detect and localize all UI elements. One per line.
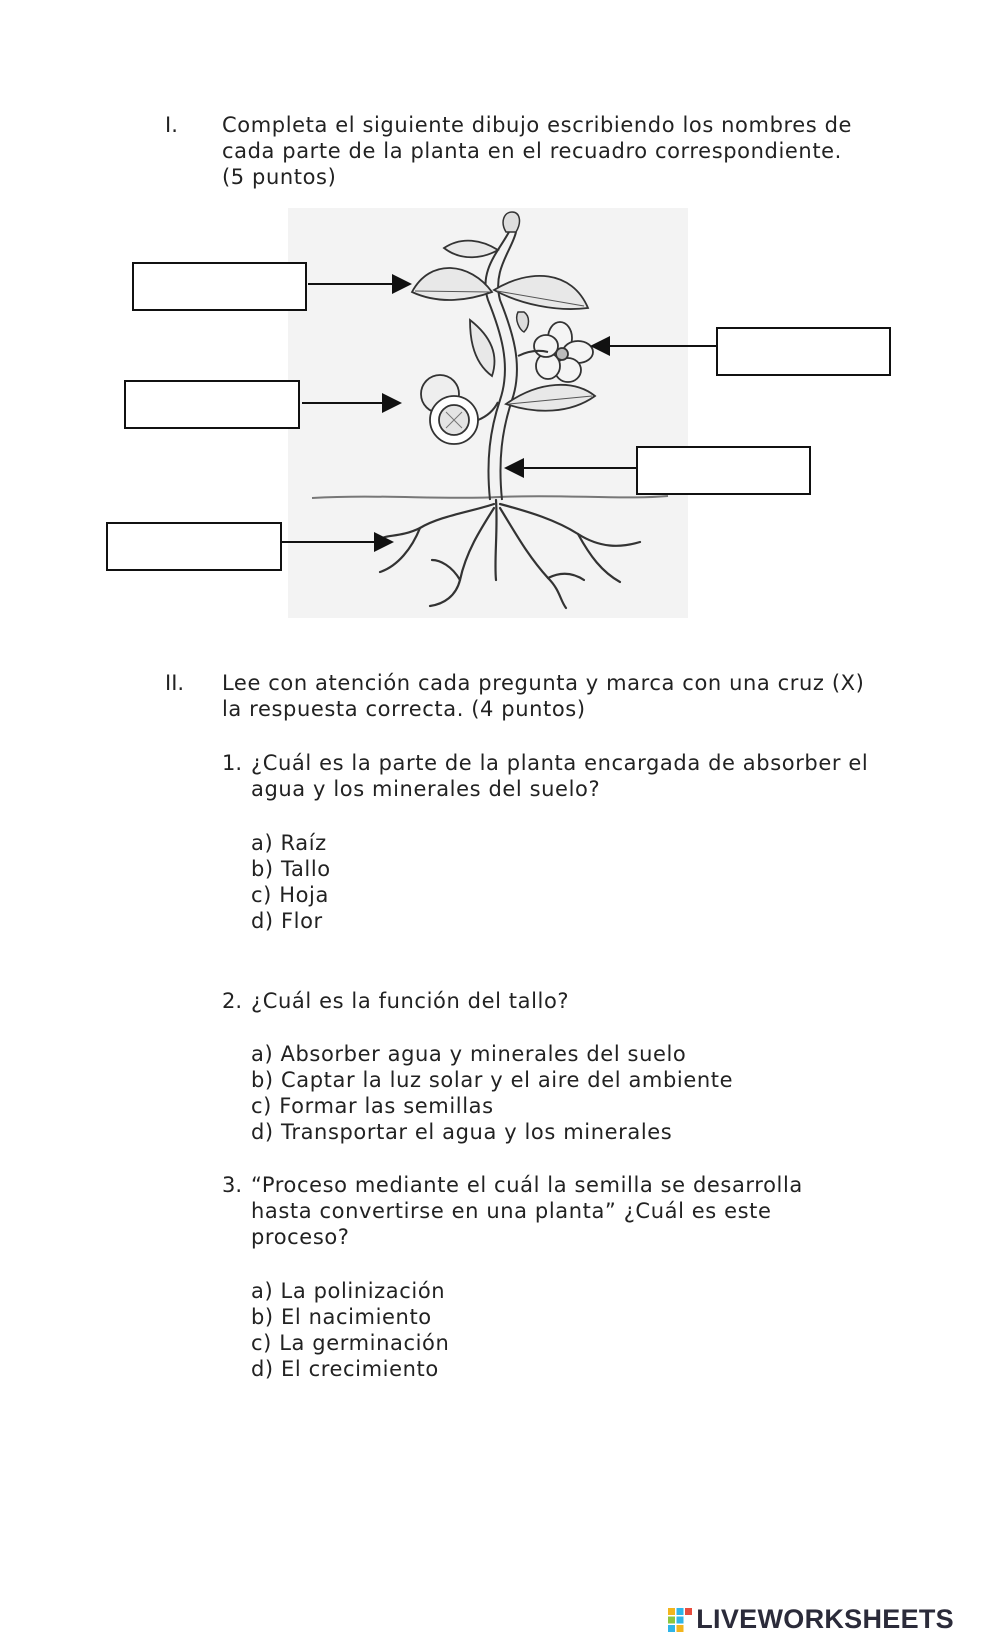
label-box-flower[interactable] xyxy=(716,327,891,376)
top-bud xyxy=(503,212,519,232)
liveworksheets-logo[interactable] xyxy=(667,1604,954,1635)
question-1-number: 1. xyxy=(222,751,243,775)
label-box-fruit[interactable] xyxy=(124,380,300,429)
question-2-option-d[interactable]: d) Transportar el agua y los minerales xyxy=(251,1120,673,1144)
section-2-numeral: II. xyxy=(165,671,185,695)
section-1-numeral: I. xyxy=(165,113,178,137)
section-1-line-3: (5 puntos) xyxy=(222,165,337,189)
question-2-option-b[interactable]: b) Captar la luz solar y el aire del ambiente xyxy=(251,1068,734,1092)
question-3-option-c[interactable]: c) La germinación xyxy=(251,1331,450,1355)
question-1-option-c[interactable]: c) Hoja xyxy=(251,883,329,907)
liveworksheets-logo-icon xyxy=(667,1607,693,1633)
question-2-line-1: ¿Cuál es la función del tallo? xyxy=(251,989,570,1013)
section-2-line-1: Lee con atención cada pregunta y marca con una cruz (X) xyxy=(222,671,865,695)
section-2-line-2: la respuesta correcta. (4 puntos) xyxy=(222,697,586,721)
label-box-stem[interactable] xyxy=(636,446,811,495)
question-1-line-2: agua y los minerales del suelo? xyxy=(251,777,601,801)
question-1-line-1: ¿Cuál es la parte de la planta encargada de absorber el xyxy=(251,751,869,775)
question-3-line-3: proceso? xyxy=(251,1225,350,1249)
question-3-number: 3. xyxy=(222,1173,243,1197)
question-2-number: 2. xyxy=(222,989,243,1013)
question-2-option-a[interactable]: a) Absorber agua y minerales del suelo xyxy=(251,1042,687,1066)
question-1-option-d[interactable]: d) Flor xyxy=(251,909,323,933)
question-1-option-a[interactable]: a) Raíz xyxy=(251,831,327,855)
question-1-option-b[interactable]: b) Tallo xyxy=(251,857,331,881)
section-1-line-2: cada parte de la planta en el recuadro correspondiente. xyxy=(222,139,842,163)
question-3-option-b[interactable]: b) El nacimiento xyxy=(251,1305,432,1329)
section-1-line-1: Completa el siguiente dibujo escribiendo los nombres de xyxy=(222,113,853,137)
liveworksheets-wordmark: LIVEWORKSHEETS xyxy=(696,1604,954,1634)
question-3-line-1: “Proceso mediante el cuál la semilla se desarrolla xyxy=(251,1173,803,1197)
question-3-option-a[interactable]: a) La polinización xyxy=(251,1279,446,1303)
question-2-option-c[interactable]: c) Formar las semillas xyxy=(251,1094,494,1118)
question-3-line-2: hasta convertirse en una planta” ¿Cuál es este xyxy=(251,1199,772,1223)
question-3-option-d[interactable]: d) El crecimiento xyxy=(251,1357,439,1381)
label-box-root[interactable] xyxy=(106,522,282,571)
label-box-leaf[interactable] xyxy=(132,262,307,311)
